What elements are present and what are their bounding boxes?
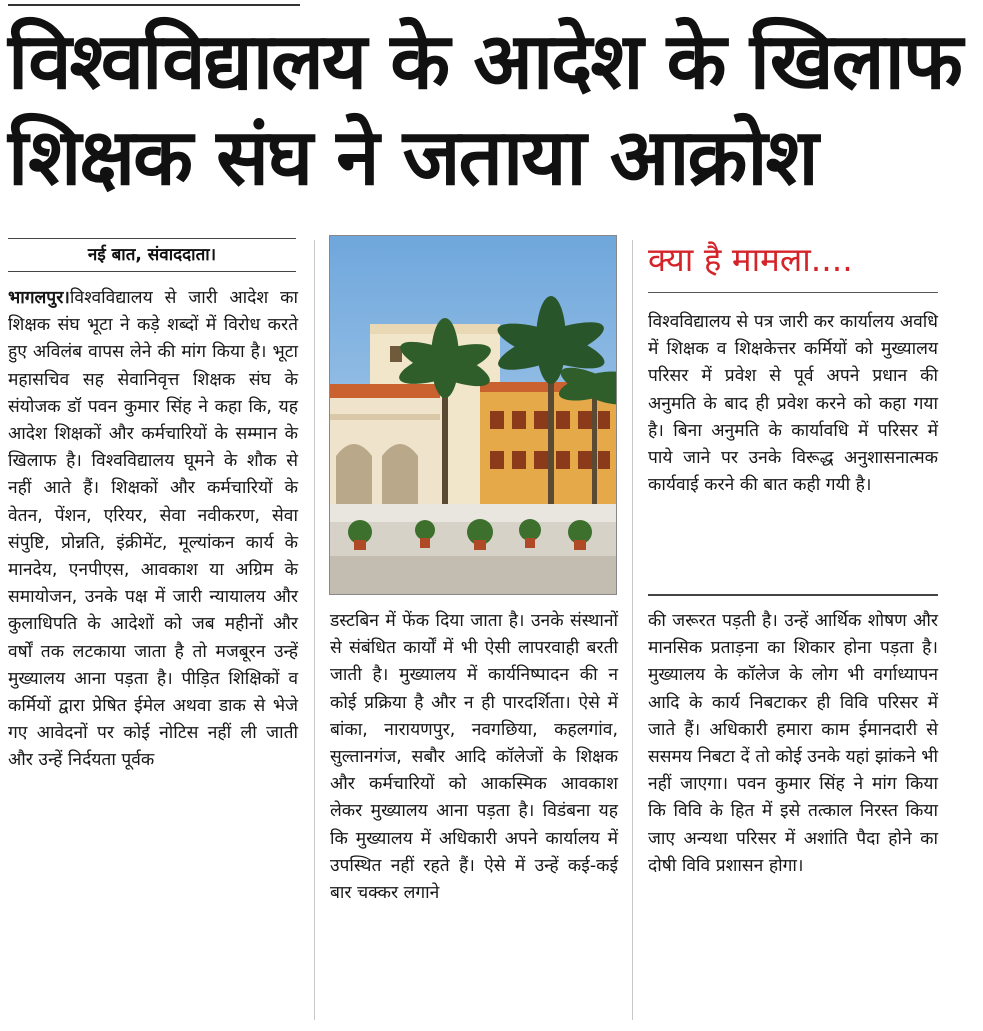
sidebox-rule-top (648, 292, 938, 293)
article-column-1-text: विश्वविद्यालय से जारी आदेश का शिक्षक संघ भूटा ने कड़े शब्दों में विरोध करते हुए अविलंब वापस लेने की मांग किया है। भूटा महासचिव सह सेवानिवृत्त शिक्षक संघ के संयोजक डॉ पवन कुमार सिंह ने कहा कि, यह आदेश शिक्षकों और कर्मचारियों के सम्मान के खिलाफ है। विश्वविद्यालय घूमने के शौक से नहीं आते हैं। शिक्षकों और कर्मचारियों के वेतन, पेंशन, एरियर, सेवा नवीकरण, सेवा संपुष्टि, प्रोन्नति, इंक्रीमेंट, मूल्यांकन कार्य के मानदेय, एनपीएस, आवकाश या अग्रिम के समायोजन, उनके पक्ष में जारी न्यायालय और कुलाधिपति के आदेशों को जब महीनों और वर्षों तक लटकाया जाता है तो मजबूरन उन्हें मुख्यालय आना पड़ता है। पीड़ित शिक्षिकों व कर्मियों द्वारा प्रेषित ईमेल अथवा डाक से भेजे गए आवेदनों पर कोई नोटिस नहीं ली जाती और उन्हें निर्दयता पूर्वक (8, 288, 298, 771)
university-building-photo (329, 235, 617, 595)
byline-block (8, 238, 296, 272)
article-column-2: डस्टबिन में फेंक दिया जाता है। उनके संस्थानों से संबंधित कार्यों में भी ऐसी लापरवाही बरती जाती है। मुख्यालय में कार्यनिष्पादन की न कोई प्रक्रिया है और न ही पारदर्शिता। ऐसे में बांका, नारायणपुर, नवगछिया, कहलगांव, सुल्तानगंज, सबौर आदि कॉलेजों के शिक्षक और कर्मचारियों को आकस्मिक आवकाश लेकर मुख्यालय आना पड़ता है। विडंबना यह कि मुख्यालय में अधिकारी अपने कार्यालय में उपस्थित नहीं रहते हैं। ऐसे में उन्हें कई-कई बार चक्कर लगाने (330, 611, 618, 904)
sidebox-body: विश्वविद्यालय से पत्र जारी कर कार्यालय अवधि में शिक्षक व शिक्षकेत्तर कर्मियों को मुख्यालय परिसर में प्रवेश से पूर्व अपने प्रधान की अनुमति के बाद ही प्रवेश करने को कहा गया है। बिना अनुमति के कार्यावधि में परिसर में पाये जाने पर उनके विरूद्ध अनुशासनात्मक कार्यवाई करने की बात कही गयी है। (648, 312, 938, 496)
article-column-3: की जरूरत पड़ती है। उन्हें आर्थिक शोषण और मानसिक प्रताड़ना का शिकार होना पड़ता है। मुख्यालय के कॉलेज के लोग भी वर्गाध्यापन आदि के कार्य निबटाकर ही विवि परिसर में जाते हैं। अधिकारी हमारा काम ईमानदारी से ससमय निबटा दें तो कोई उनके यहां झांकने भी नहीं जाएगा। पवन कुमार सिंह ने मांग किया कि विवि के हित में इसे तत्काल निरस्त किया जाए अन्यथा परिसर में अशांति पैदा होने का दोषी विवि प्रशासन होगा। (648, 611, 938, 876)
byline-rule-bottom (8, 271, 296, 272)
column-divider-2 (632, 240, 633, 1020)
headline-line-2: शिक्षक संघ ने जताया आक्रोश (8, 113, 817, 203)
top-rule (8, 4, 300, 6)
sidebox-title: क्या है मामला.... (648, 240, 853, 279)
sidebox-rule-bottom (648, 594, 938, 596)
dateline: भागलपुर। (8, 288, 70, 308)
byline: नई बात, संवाददाता। (87, 245, 217, 265)
headline-line-1: विश्वविद्यालय के आदेश के खिलाफ (8, 17, 961, 107)
article-column-1 (8, 285, 298, 775)
column-divider-1 (314, 240, 315, 1020)
